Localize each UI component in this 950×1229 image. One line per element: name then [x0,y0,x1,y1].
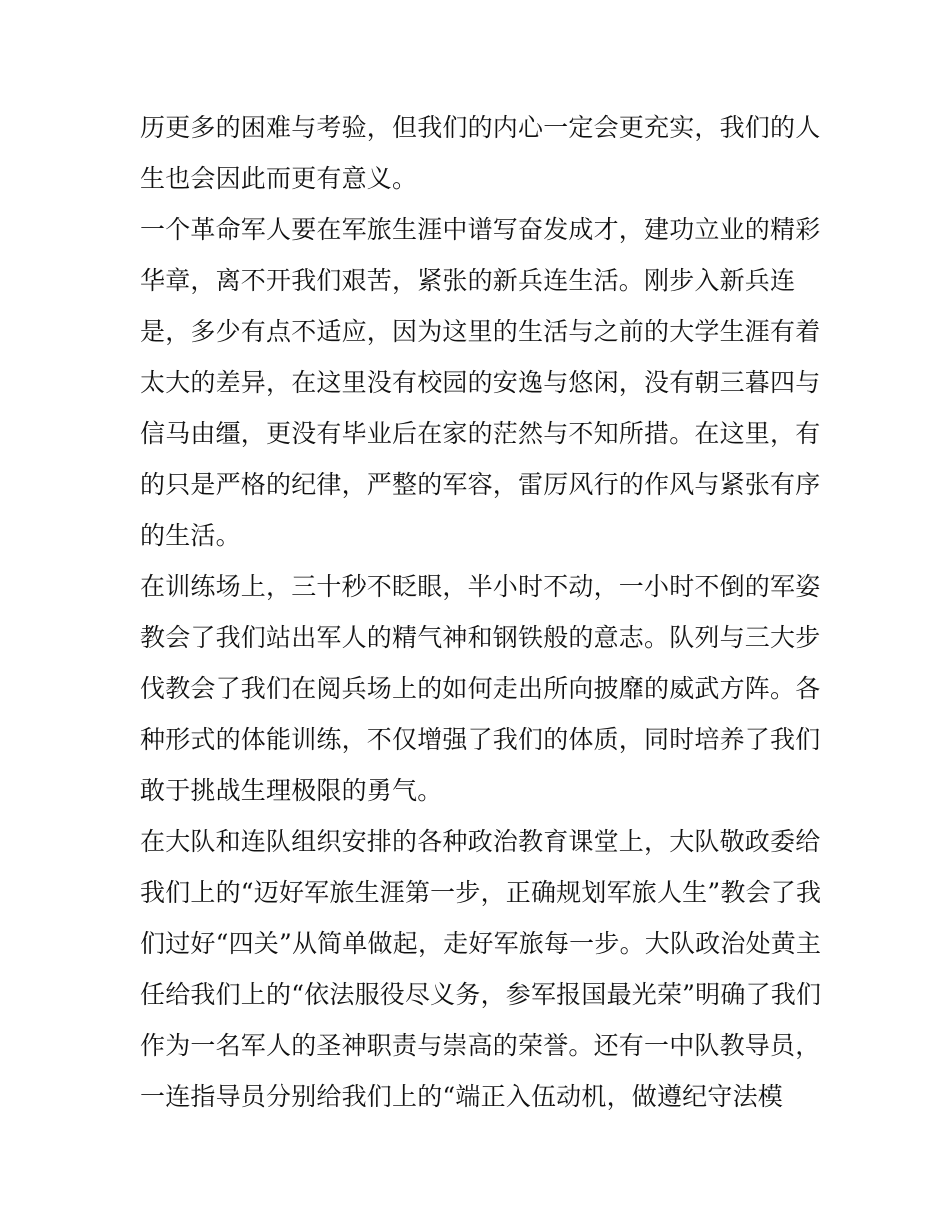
text-line-14: 敢于挑战生理极限的勇气。 [140,776,443,805]
text-line-12: 伐教会了我们在阅兵场上的如何走出所向披靡的威武方阵。各 [140,674,821,703]
document-body [140,102,820,1122]
text-line-13: 种形式的体能训练，不仅增强了我们的体质，同时培养了我们 [140,725,821,754]
text-line-8: 的只是严格的纪律，严整的军容，雷厉风行的作风与紧张有序 [140,470,821,499]
text-line-16: 我们上的“迈好军旅生涯第一步，正确规划军旅人生”教会了我 [140,878,822,907]
text-line-7: 信马由缰，更没有毕业后在家的茫然与不知所措。在这里，有 [140,419,821,448]
text-line-2: 生也会因此而更有意义。 [140,164,418,193]
text-line-5: 是，多少有点不适应，因为这里的生活与之前的大学生涯有着 [140,317,821,346]
text-line-19: 作为一名军人的圣神职责与崇高的荣誉。还有一中队教导员， [140,1031,821,1060]
text-line-20: 一连指导员分别给我们上的“端正入伍动机，做遵纪守法模 [140,1082,783,1111]
text-line-9: 的生活。 [140,521,241,550]
text-line-10: 在训练场上，三十秒不眨眼，半小时不动，一小时不倒的军姿 [140,572,821,601]
text-line-18: 任给我们上的“依法服役尽义务，参军报国最光荣”明确了我们 [140,980,822,1009]
text-line-11: 教会了我们站出军人的精气神和钢铁般的意志。队列与三大步 [140,623,821,652]
text-line-15: 在大队和连队组织安排的各种政治教育课堂上，大队敬政委给 [140,827,821,856]
text-line-1: 历更多的困难与考验，但我们的内心一定会更充实，我们的人 [140,113,821,142]
text-line-17: 们过好“四关”从简单做起，走好军旅每一步。大队政治处黄主 [140,929,822,958]
text-line-4: 华章，离不开我们艰苦，紧张的新兵连生活。刚步入新兵连 [140,266,796,295]
text-line-6: 太大的差异，在这里没有校园的安逸与悠闲，没有朝三暮四与 [140,368,821,397]
text-line-3: 一个革命军人要在军旅生涯中谱写奋发成才，建功立业的精彩 [140,215,821,244]
